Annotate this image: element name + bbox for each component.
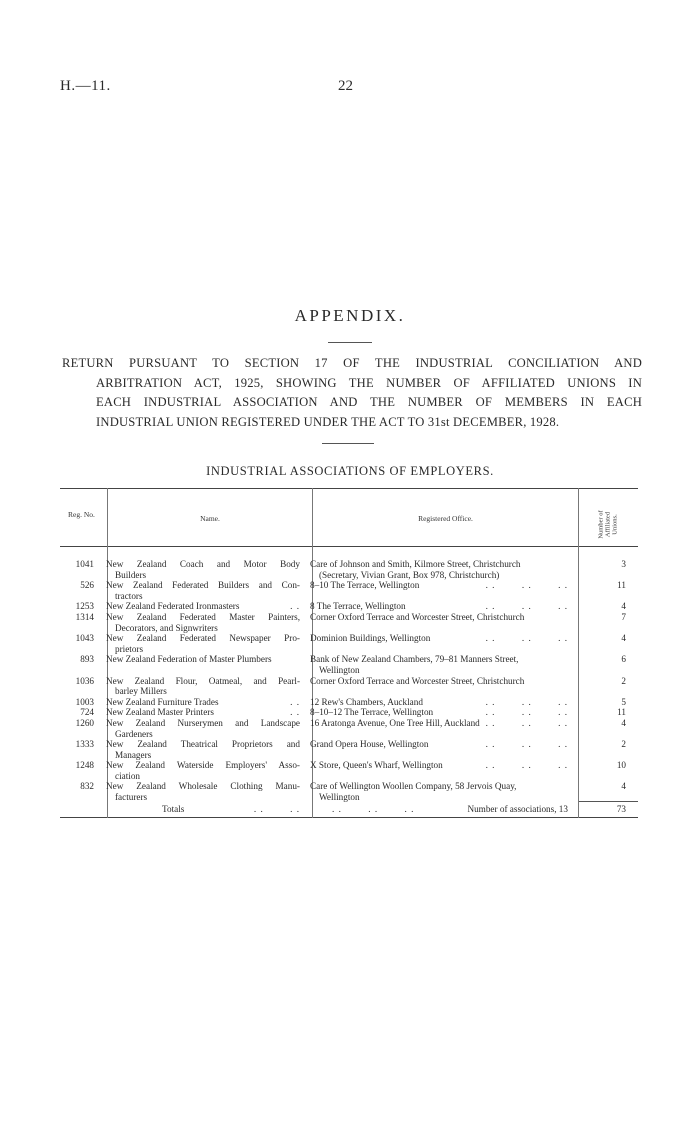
leader-dots: . . — [290, 696, 300, 707]
association-name — [102, 718, 304, 739]
page-number: 22 — [338, 78, 353, 94]
affiliated-unions-count: 11 — [617, 707, 626, 718]
document-reference: H.—11. — [60, 78, 111, 94]
registered-office — [304, 707, 572, 718]
table-row — [60, 633, 638, 654]
registered-office — [304, 739, 572, 760]
table-row — [60, 718, 638, 739]
totals-name-cell — [102, 804, 304, 815]
registered-office — [304, 559, 572, 580]
name-line: tractors — [115, 590, 143, 601]
registered-office — [304, 601, 572, 612]
return-line: ARBITRATION ACT, 1925, SHOWING THE NUMBER OF AFFILIATED UNIONS IN — [96, 375, 642, 390]
office-line: 8–10–12 The Terrace, Wellington — [310, 707, 434, 718]
name-line: New Zealand Nurserymen and Landscape — [106, 717, 300, 728]
affiliated-unions-count: 4 — [621, 601, 626, 612]
office-line: Bank of New Zealand Chambers, 79–81 Manners Street, — [310, 654, 519, 665]
office-line: Care of Johnson and Smith, Kilmore Street, Christchurch — [310, 559, 521, 569]
table-row — [60, 760, 638, 781]
reg-number: 1260 — [75, 717, 94, 728]
association-name — [102, 559, 304, 580]
association-name — [102, 707, 304, 718]
table-row — [60, 580, 638, 601]
table-row — [60, 781, 638, 802]
totals-reg-blank — [60, 804, 102, 815]
association-name — [102, 676, 304, 697]
totals-office-cell — [304, 804, 572, 815]
registered-office — [304, 676, 572, 697]
office-line: 8–10 The Terrace, Wellington — [310, 580, 420, 591]
leader-dots: . . . . . . — [485, 580, 568, 591]
table-row — [60, 601, 638, 612]
name-line: ciation — [115, 770, 141, 781]
table-row — [60, 697, 638, 708]
totals-associations: Number of associations, 13 — [467, 803, 568, 814]
appendix-title: APPENDIX. — [294, 306, 406, 325]
name-line: New Zealand Coach and Motor Body — [106, 559, 300, 569]
table-top-rule — [60, 488, 638, 489]
reg-number: 1253 — [75, 601, 94, 612]
return-line: EACH INDUSTRIAL ASSOCIATION AND THE NUMBER OF MEMBERS IN EACH — [96, 395, 642, 409]
reg-number: 1036 — [75, 675, 94, 686]
leader-dots: . . — [290, 707, 300, 718]
name-line: New Zealand Furniture Trades — [106, 696, 219, 707]
associations-table — [60, 488, 638, 820]
table-header-rule — [60, 546, 638, 547]
reg-number: 1248 — [75, 760, 94, 771]
column-header-name: Name. — [200, 514, 220, 523]
office-line: 12 Rew's Chambers, Auckland — [310, 696, 423, 707]
association-name — [102, 612, 304, 633]
registered-office — [304, 580, 572, 601]
reg-number: 832 — [80, 781, 94, 792]
divider-rule — [322, 443, 374, 444]
registered-office — [304, 718, 572, 739]
registered-office — [304, 781, 572, 802]
reg-number: 1314 — [75, 611, 94, 622]
name-line: New Zealand Federation of Master Plumbers — [106, 654, 272, 665]
divider-rule — [328, 342, 372, 343]
office-line: Dominion Buildings, Wellington — [310, 633, 431, 644]
registered-office — [304, 612, 572, 633]
leader-dots: . . — [290, 601, 300, 612]
association-name — [102, 697, 304, 708]
table-bottom-rule — [60, 817, 638, 818]
registered-office — [304, 633, 572, 654]
totals-number: 73 — [616, 803, 626, 814]
column-header-office: Registered Office. — [418, 514, 473, 523]
table-row — [60, 654, 638, 675]
affiliated-unions-count: 5 — [621, 696, 626, 707]
reg-number: 724 — [80, 707, 94, 718]
office-line: Grand Opera House, Wellington — [310, 739, 429, 750]
reg-number: 1041 — [75, 559, 94, 569]
association-name — [102, 781, 304, 802]
return-heading — [62, 354, 642, 432]
name-line: Managers — [115, 749, 152, 760]
table-row — [60, 559, 638, 580]
leader-dots: . . . . . . — [485, 760, 568, 771]
affiliated-unions-count: 11 — [617, 580, 626, 591]
name-line: Builders — [115, 569, 147, 580]
office-line: X Store, Queen's Wharf, Wellington — [310, 760, 443, 771]
column-header-number-label: Number of Affiliated Unions. — [597, 510, 619, 539]
table-row — [60, 676, 638, 697]
reg-number: 893 — [80, 654, 94, 665]
office-line: Corner Oxford Terrace and Worcester Street, Christchurch — [310, 611, 525, 622]
name-line: prietors — [115, 643, 144, 654]
registered-office — [304, 697, 572, 708]
association-name — [102, 601, 304, 612]
association-name — [102, 580, 304, 601]
affiliated-unions-count: 4 — [621, 633, 626, 644]
leader-dots: . . . . . . — [485, 696, 568, 707]
name-line: New Zealand Federated Newspaper Pro- — [106, 633, 300, 644]
office-line: (Secretary, Vivian Grant, Box 978, Christchurch) — [319, 569, 500, 580]
name-line: New Zealand Waterside Employers' Asso- — [106, 760, 300, 771]
name-line: Decorators, and Signwriters — [115, 622, 218, 633]
registered-office — [304, 654, 572, 675]
name-line: New Zealand Federated Ironmasters — [106, 601, 240, 612]
affiliated-unions-count: 2 — [621, 739, 626, 750]
table-row — [60, 739, 638, 760]
column-header-reg: Reg. No. — [68, 510, 95, 519]
return-line: RETURN PURSUANT TO SECTION 17 OF THE INDUSTRIAL CONCILIATION AND — [62, 356, 642, 370]
reg-number: 1043 — [75, 633, 94, 644]
leader-dots: . . . . . . — [332, 803, 415, 814]
association-name — [102, 633, 304, 654]
affiliated-unions-count: 10 — [616, 760, 626, 771]
office-line: Wellington — [319, 792, 360, 803]
name-line: facturers — [115, 792, 148, 803]
association-name — [102, 739, 304, 760]
leader-dots: . . . . . . — [485, 707, 568, 718]
leader-dots: . . . . . . — [485, 633, 568, 644]
office-line: Care of Wellington Woollen Company, 58 Jervois Quay, — [310, 781, 517, 792]
leader-dots: . . . . . . — [485, 739, 568, 750]
totals-label: Totals — [162, 803, 185, 814]
column-header-number — [584, 494, 630, 540]
reg-number: 1003 — [75, 696, 94, 707]
office-line: 16 Aratonga Avenue, One Tree Hill, Auckland — [310, 717, 480, 728]
table-row — [60, 707, 638, 718]
return-line: INDUSTRIAL UNION REGISTERED UNDER THE ACT TO 31st DECEMBER, 1928. — [96, 414, 560, 429]
name-line: barley Millers — [115, 686, 167, 697]
affiliated-unions-count: 4 — [621, 781, 626, 792]
totals-row — [60, 804, 638, 815]
name-line: New Zealand Federated Builders and Con- — [106, 580, 300, 591]
leader-dots: . . . . . . — [485, 601, 568, 612]
association-name — [102, 760, 304, 781]
reg-number: 526 — [80, 580, 94, 591]
registered-office — [304, 760, 572, 781]
affiliated-unions-count: 7 — [621, 611, 626, 622]
section-title: INDUSTRIAL ASSOCIATIONS OF EMPLOYERS. — [206, 464, 494, 478]
affiliated-unions-count: 2 — [621, 675, 626, 686]
name-line: New Zealand Master Printers — [106, 707, 214, 718]
name-line: New Zealand Wholesale Clothing Manu- — [106, 781, 300, 792]
name-line: New Zealand Theatrical Proprietors and — [106, 739, 300, 750]
office-line: 8 The Terrace, Wellington — [310, 601, 406, 612]
name-line: New Zealand Flour, Oatmeal, and Pearl- — [106, 675, 300, 686]
name-line: New Zealand Federated Master Painters, — [106, 611, 300, 622]
office-line: Wellington — [319, 664, 360, 675]
table-row — [60, 612, 638, 633]
affiliated-unions-count: 6 — [621, 654, 626, 665]
leader-dots: . . . . . . — [485, 717, 568, 728]
affiliated-unions-count: 4 — [621, 717, 626, 728]
name-line: Gardeners — [115, 728, 153, 739]
reg-number: 1333 — [75, 739, 94, 750]
affiliated-unions-count: 3 — [621, 559, 626, 569]
table-body — [60, 559, 638, 814]
office-line: Corner Oxford Terrace and Worcester Street, Christchurch — [310, 675, 525, 686]
association-name — [102, 654, 304, 675]
leader-dots: . . . . — [253, 803, 300, 814]
